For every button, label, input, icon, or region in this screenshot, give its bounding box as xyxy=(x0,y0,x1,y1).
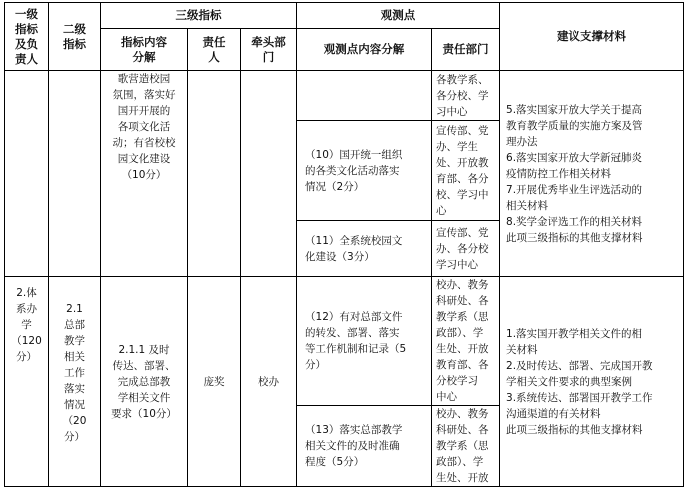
indicator-table xyxy=(4,2,684,487)
header-level3: 三级指标 xyxy=(101,3,297,29)
header-level1: 一级 指标 及负 责人 xyxy=(5,3,49,71)
indicator-content-cell: 2.1.1 及时 传达、部署、 完成总部教 学相关文件 要求（10分） xyxy=(101,277,188,487)
level1-cell: 2.体 系办 学 （120 分） xyxy=(5,277,49,487)
header-obs-content: 观测点内容分解 xyxy=(297,29,432,71)
resp-dept-cell: 宣传部、党 办、各分校 学习中心 xyxy=(432,221,500,277)
support-material-cell: 5.落实国家开放大学关于提高 教育教学质量的实施方案及管 理办法 6.落实国家开放大学新冠肺炎 疫情防控工作相关材料 7.开展优秀毕业生评选活动的 相关材料 8.奖学金评选工作的相关材料 此项三级指标的其他支撑材料 xyxy=(500,71,684,277)
header-observation: 观测点 xyxy=(297,3,500,29)
obs-content-cell: （13）落实总部教学 相关文件的及时准确 程度（5分） xyxy=(297,406,432,487)
resp-dept-cell: 宣传部、党 办、学生 处、开放教 育部、各分 校、学习中 心 xyxy=(432,121,500,221)
header-lead-dept: 牵头部 门 xyxy=(241,29,297,71)
lead-dept-cell-empty xyxy=(241,71,297,277)
resp-dept-cell: 校办、教务 科研处、各 教学系（思 政部）、学 生处、开放 教育部、各 分校学习 中心 xyxy=(432,277,500,406)
level1-cell-empty xyxy=(5,71,49,277)
obs-content-cell: （11）全系统校园文 化建设（3分） xyxy=(297,221,432,277)
obs-content-cell-empty xyxy=(297,71,432,121)
level2-cell-empty xyxy=(49,71,101,277)
obs-content-cell: （10）国开统一组织 的各类文化活动落实 情况（2分） xyxy=(297,121,432,221)
header-responsible-person: 责任 人 xyxy=(188,29,241,71)
header-support: 建议支撑材料 xyxy=(500,3,684,71)
responsible-person-cell-empty xyxy=(188,71,241,277)
resp-dept-cell: 各教学系、 各分校、学 习中心 xyxy=(432,71,500,121)
lead-dept-cell: 校办 xyxy=(241,277,297,487)
header-indicator-content: 指标内容 分解 xyxy=(101,29,188,71)
resp-dept-cell: 校办、教务 科研处、各 教学系（思 政部）、学 生处、开放 xyxy=(432,406,500,487)
obs-content-cell: （12）有对总部文件 的转发、部署、落实 等工作机制和记录（5 分） xyxy=(297,277,432,406)
level2-cell: 2.1 总部 教学 相关 工作 落实 情况 （20 分） xyxy=(49,277,101,487)
responsible-person-cell: 庞奖 xyxy=(188,277,241,487)
header-resp-dept: 责任部门 xyxy=(432,29,500,71)
indicator-content-cell: 歌营造校园 氛围，落实好 国开开展的 各项文化活 动；有省校校 园文化建设 （10分） xyxy=(101,71,188,277)
header-level2: 二级 指标 xyxy=(49,3,101,71)
support-material-cell: 1.落实国开教学相关文件的相 关材料 2.及时传达、部署、完成国开教 学相关文件要求的典型案例 3.系统传达、部署国开教学工作 沟通渠道的有关材料 此项三级指标的其他支撑材料 xyxy=(500,277,684,487)
